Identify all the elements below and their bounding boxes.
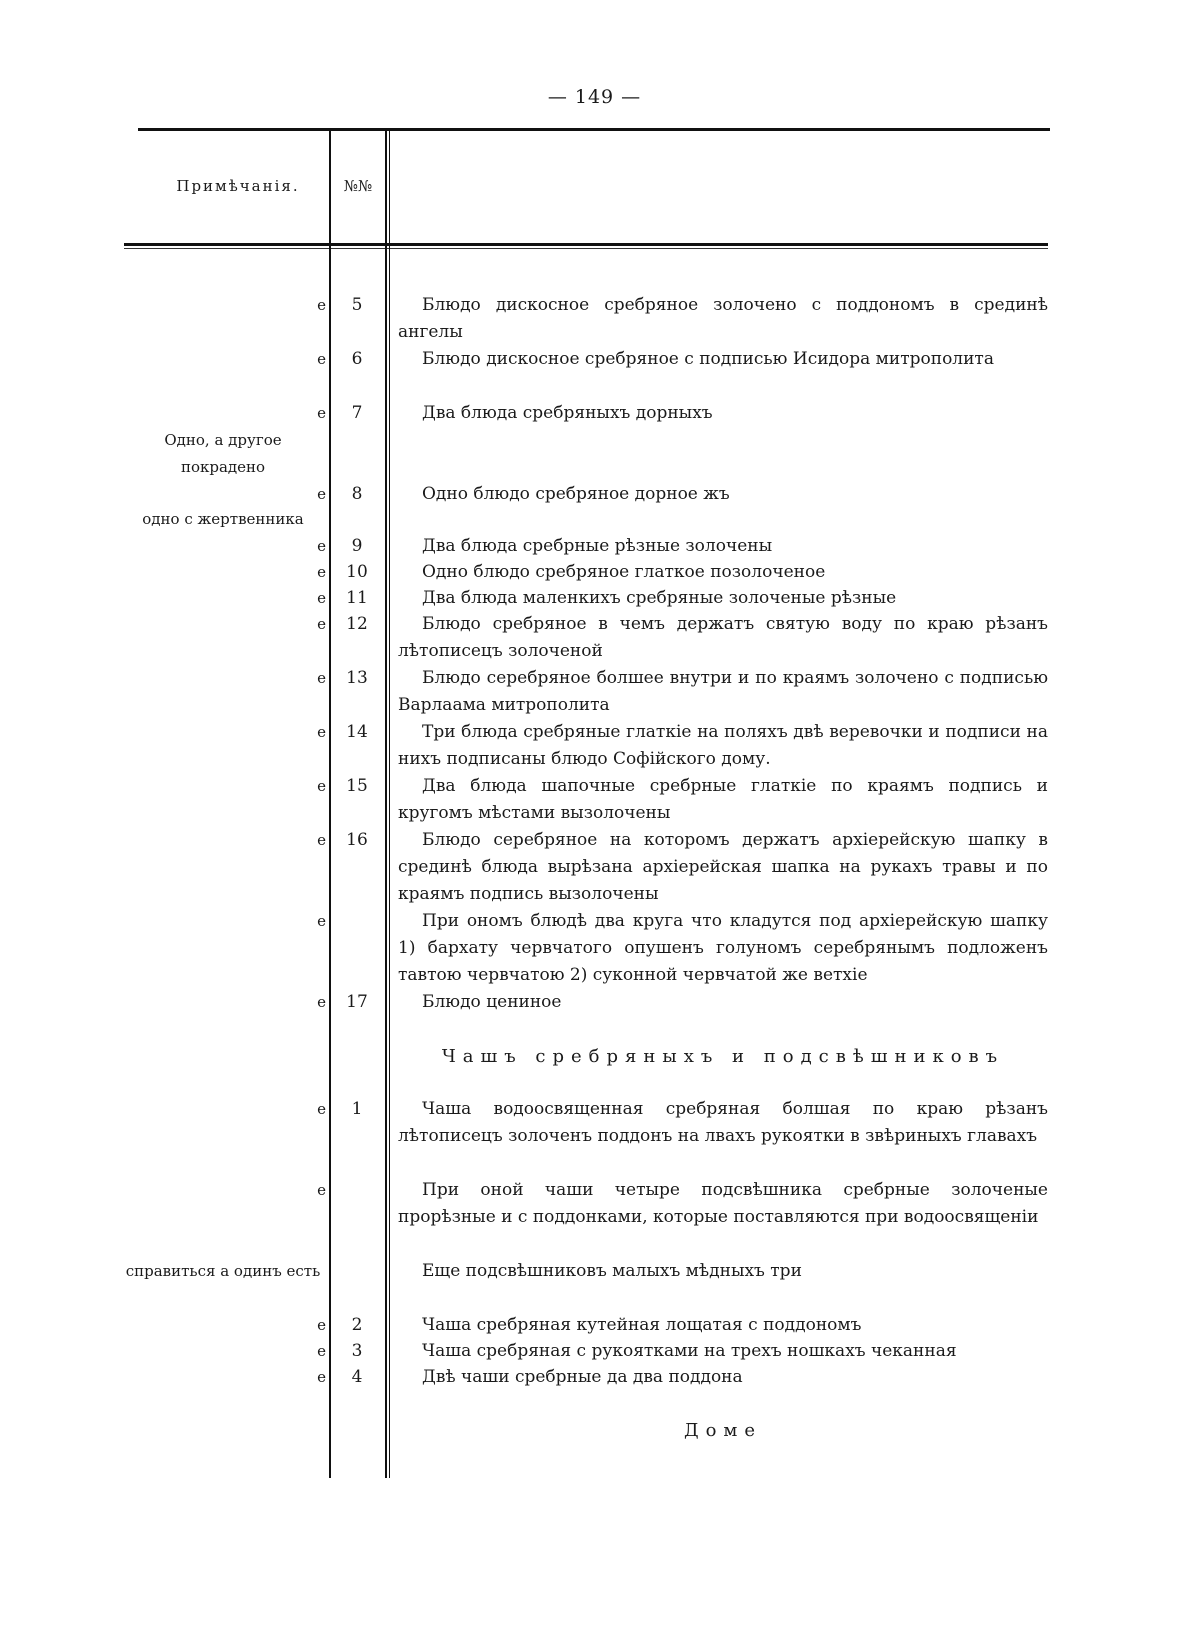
column-divider-num: [385, 128, 387, 1478]
row-text: Два блюда маленкихъ сребряные золоченые рѣзные: [422, 588, 897, 608]
row-note: е: [317, 485, 326, 503]
row-number: 2: [351, 1315, 363, 1335]
row-note: Одно, а другое покрадено: [164, 431, 282, 476]
row-number: 17: [346, 992, 368, 1012]
row-text: Два блюда сребрные рѣзные золочены: [422, 536, 773, 556]
row-text: Чаша сребряная с рукоятками на трехъ ношкахъ чеканная: [422, 1341, 957, 1361]
column-divider-num-thin: [389, 128, 390, 1478]
header-rule-thin: [124, 248, 1048, 249]
row-text: Блюдо сребряное в чемъ держатъ святую воду по краю рѣзанъ лѣтописецъ золоченой: [398, 614, 1048, 661]
row-number: 5: [351, 295, 363, 315]
row-text: Еще подсвѣшниковъ малыхъ мѣдныхъ три: [422, 1261, 802, 1281]
row-text: Двѣ чаши сребрные да два поддона: [422, 1367, 743, 1387]
row-text: Три блюда сребряные глаткіе на поляхъ двѣ веревочки и подписи на нихъ подписаны блюдо Софійского дому.: [398, 722, 1048, 769]
row-note: е: [317, 589, 326, 607]
row-number: 10: [346, 562, 368, 582]
column-divider-notes: [329, 128, 331, 1478]
row-note: е: [317, 1342, 326, 1360]
footer-heading: Доме: [683, 1420, 763, 1441]
row-text: Блюдо цениное: [422, 992, 562, 1012]
row-note: е: [317, 296, 326, 314]
row-number: 12: [346, 614, 368, 634]
row-text: Блюдо серебряное на которомъ держатъ архіерейскую шапку в срединѣ блюда вырѣзана архіерейская шапка на рукахъ травы и по краямъ подпись вызолочены: [398, 830, 1048, 904]
row-note: е: [317, 912, 326, 930]
row-text: Блюдо дискосное сребряное с подписью Исидора митрополита: [422, 349, 994, 369]
row-note: е: [317, 669, 326, 687]
row-note: е: [317, 831, 326, 849]
column-header-notes: Примѣчанія.: [176, 177, 300, 195]
row-note: е: [317, 1368, 326, 1386]
row-text: Одно блюдо сребряное глаткое позолоченое: [422, 562, 826, 582]
row-note: е: [317, 1100, 326, 1118]
row-note: е: [317, 350, 326, 368]
row-number: 11: [346, 588, 368, 608]
row-number: 15: [346, 776, 368, 796]
page-number: — 149 —: [547, 86, 642, 108]
row-number: 16: [346, 830, 368, 850]
row-note: е: [317, 615, 326, 633]
column-header-number: №№: [343, 177, 373, 195]
header-rule: [124, 243, 1048, 246]
row-number: 13: [346, 668, 368, 688]
row-text: Два блюда шапочные сребрные глаткіе по краямъ подпись и кругомъ мѣстами вызолочены: [398, 776, 1048, 823]
row-note: е: [317, 1316, 326, 1334]
row-note: е: [317, 404, 326, 422]
row-text: Одно блюдо сребряное дорное жъ: [422, 484, 730, 504]
row-note: е: [317, 563, 326, 581]
row-text: При оной чаши четыре подсвѣшника сребрные золоченые прорѣзные и с поддонками, которые поставляются при водоосвященіи: [398, 1180, 1048, 1227]
row-number: 6: [351, 349, 363, 369]
row-note: одно с жертвенника: [142, 510, 304, 528]
row-text: Блюдо серебряное болшее внутри и по краямъ золочено с подписью Варлаама митрополита: [398, 668, 1048, 715]
row-text: Чаша сребряная кутейная лощатая с поддономъ: [422, 1315, 862, 1335]
row-text: При ономъ блюдѣ два круга что кладутся под архіерейскую шапку 1) бархату червчатого опушенъ голуномъ серебрянымъ подложенъ тавтою червчатою 2) суконной червчатой же ветхіе: [398, 911, 1048, 985]
row-number: 14: [346, 722, 368, 742]
row-text: Чаша водоосвященная сребряная болшая по краю рѣзанъ лѣтописецъ золоченъ поддонъ на лвахъ рукоятки в звѣриныхъ главахъ: [398, 1099, 1048, 1146]
row-text: Два блюда сребряныхъ дорныхъ: [422, 403, 713, 423]
row-note: е: [317, 993, 326, 1011]
row-note: е: [317, 777, 326, 795]
row-number: 8: [351, 484, 363, 504]
row-number: 7: [351, 403, 363, 423]
row-note: е: [317, 1181, 326, 1199]
section-title: Чашъ сребряныхъ и подсвѣшниковъ: [441, 1046, 1005, 1067]
row-note: е: [317, 723, 326, 741]
row-note: е: [317, 537, 326, 555]
row-number: 4: [351, 1367, 363, 1387]
row-note: справиться а одинъ есть: [125, 1262, 321, 1280]
row-number: 3: [351, 1341, 363, 1361]
row-text: Блюдо дискосное сребряное золочено с поддономъ в срединѣ ангелы: [398, 295, 1048, 342]
row-number: 9: [351, 536, 363, 556]
top-rule: [138, 128, 1050, 131]
row-number: 1: [351, 1099, 363, 1119]
